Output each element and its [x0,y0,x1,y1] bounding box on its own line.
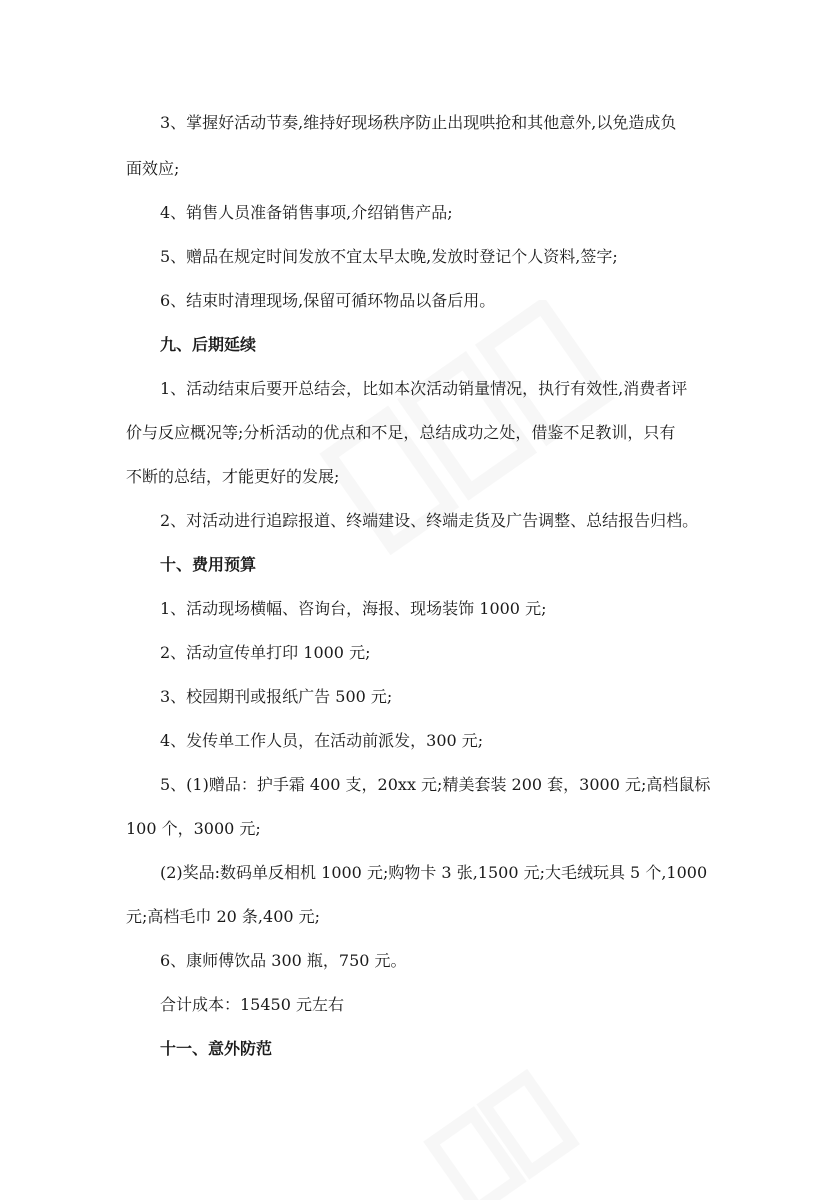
followup-item-2: 2、对活动进行追踪报道、终端建设、终端走货及广告调整、总结报告归档。 [160,511,699,530]
budget-item-4: 4、发传单工作人员，在活动前派发，300 元; [160,731,484,750]
followup-item-1-line-1: 1、活动结束后要开总结会，比如本次活动销量情况，执行有效性,消费者评 [160,379,688,398]
item-3-line-1: 3、掌握好活动节奏,维持好现场秩序防止出现哄抢和其他意外,以免造成负 [160,113,677,132]
section-heading-9: 九、后期延续 [160,335,257,354]
item-4: 4、销售人员准备销售事项,介绍销售产品; [160,203,453,222]
item-3-line-2: 面效应; [126,159,180,178]
section-heading-11: 十一、意外防范 [160,1039,273,1058]
budget-total: 合计成本：15450 元左右 [160,995,344,1014]
watermark-logo-icon-bottom [420,1060,620,1200]
budget-item-6: 6、康师傅饮品 300 瓶，750 元。 [160,951,407,970]
item-6: 6、结束时清理现场,保留可循环物品以备后用。 [160,291,496,310]
budget-item-1: 1、活动现场横幅、咨询台，海报、现场装饰 1000 元; [160,599,547,618]
followup-item-1-line-3: 不断的总结，才能更好的发展; [126,467,340,486]
budget-item-3: 3、校园期刊或报纸广告 500 元; [160,687,393,706]
budget-item-5-prizes-line-1: (2)奖品:数码单反相机 1000 元;购物卡 3 张,1500 元;大毛绒玩具 5 个,1000 [160,863,708,882]
section-heading-10: 十、费用预算 [160,555,257,574]
budget-item-5-prizes-line-2: 元;高档毛巾 20 条,400 元; [126,907,321,926]
budget-item-5-line-1: 5、(1)赠品：护手霜 400 支，20xx 元;精美套装 200 套，3000 元;高档鼠标 [160,775,711,794]
followup-item-1-line-2: 价与反应概况等;分析活动的优点和不足，总结成功之处，借鉴不足教训，只有 [126,423,676,442]
item-5: 5、赠品在规定时间发放不宜太早太晚,发放时登记个人资料,签字; [160,247,618,266]
budget-item-2: 2、活动宣传单打印 1000 元; [160,643,371,662]
budget-item-5-line-2: 100 个，3000 元; [126,819,261,838]
